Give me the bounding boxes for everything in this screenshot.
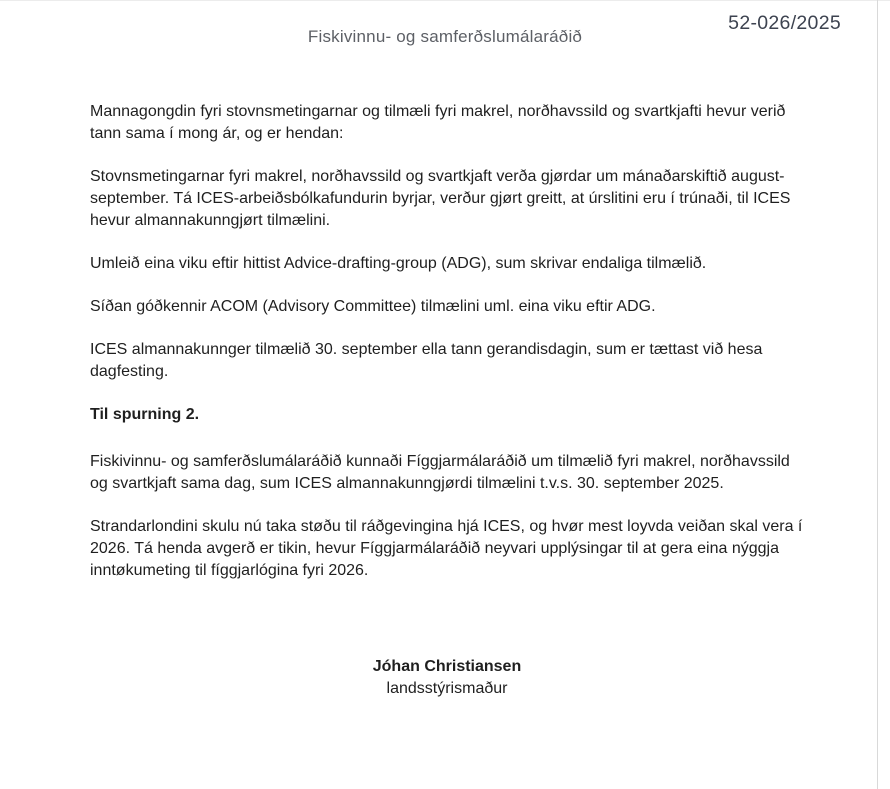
- signature-name: Jóhan Christiansen: [372, 658, 522, 675]
- paragraph-adg: Umleið eina viku eftir hittist Advice-drafting-group (ADG), sum skrivar endaliga tilmælið.: [90, 255, 707, 272]
- paragraph-notification: Fiskivinnu- og samferðslumálaráðið kunnaði Fíggjarmálaráðið um tilmælið fyri makrel, norðhavssild og svartkjaft sama dag, sum ICES almannakunngjørdi tilmælini t.v.s. 30. september 2025.: [90, 453, 790, 492]
- paragraph-stock-assessments: Stovnsmetingarnar fyri makrel, norðhavssild og svartkjaft verða gjørdar um mánaðarskiftið august-september. Tá ICES-arbeiðsbólkafundurin byrjar, verður gjørt greitt, at úrslitini eru í trúnaði, til ICES hevur almannakunngjørt tilmælini.: [90, 168, 791, 229]
- signature-role: landsstýrismaður: [386, 680, 508, 697]
- section-heading-question-2: Til spurning 2.: [90, 406, 200, 423]
- case-number: 52-026/2025: [728, 12, 841, 34]
- paragraph-procedure-intro: Mannagongdin fyri stovnsmetingarnar og tilmæli fyri makrel, norðhavssild og svartkjafti hevur verið tann sama í mong ár, og er hendan:: [90, 103, 786, 142]
- page-right-edge-divider: [877, 0, 878, 789]
- document-body: [90, 101, 804, 700]
- page-top-edge-divider: [0, 0, 890, 1]
- ministry-header: Fiskivinnu- og samferðslumálaráðið: [307, 27, 583, 46]
- paragraph-acom: Síðan góðkennir ACOM (Advisory Committee) tilmælini uml. eina viku eftir ADG.: [90, 298, 656, 315]
- signature-block: [90, 656, 804, 700]
- paragraph-ices-publication: ICES almannakunnger tilmælið 30. september ella tann gerandisdagin, sum er tættast við hesa dagfesting.: [90, 341, 763, 380]
- paragraph-coastal-states: Strandarlondini skulu nú taka støðu til ráðgevingina hjá ICES, og hvør mest loyvda veiðan skal vera í 2026. Tá henda avgerð er tikin, hevur Fíggjarmálaráðið neyvari upplýsingar til at gera eina nýggja inntøkumeting til fíggjarlógina fyri 2026.: [90, 518, 803, 579]
